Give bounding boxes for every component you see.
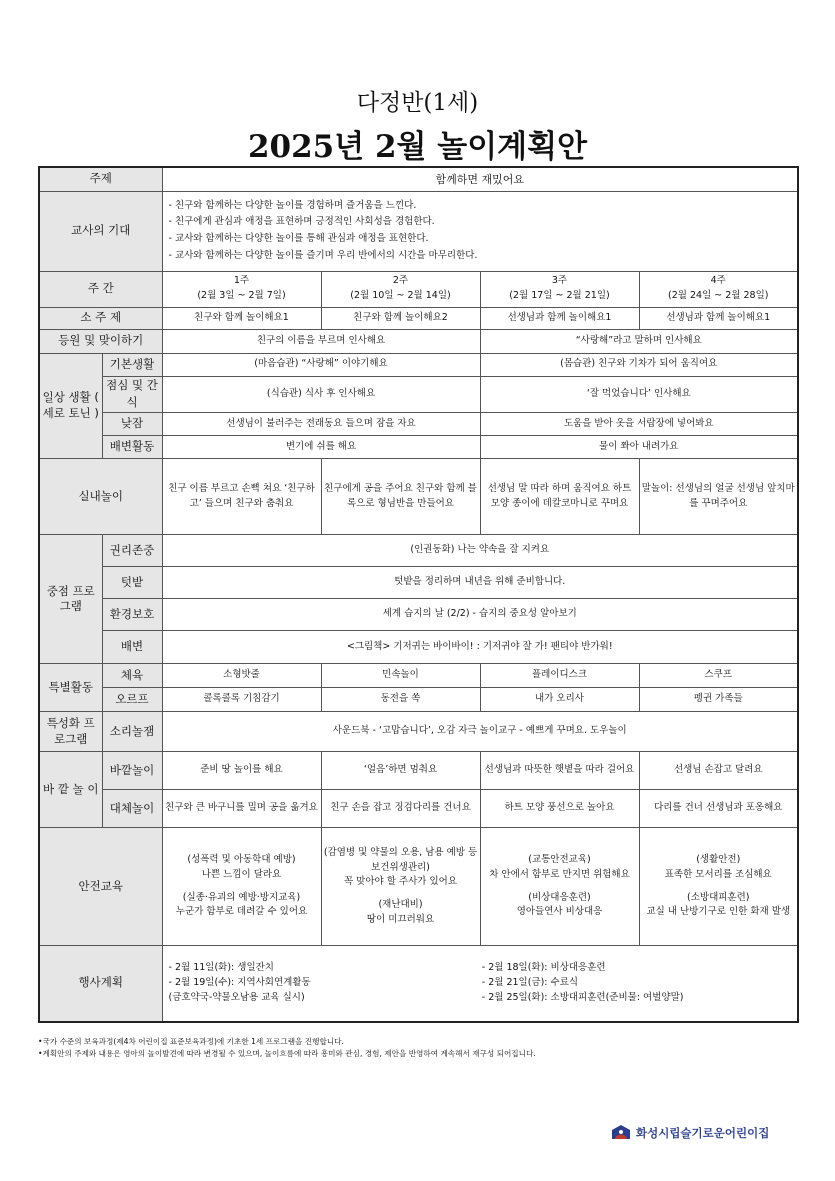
week-range: (2월 24일 ~ 2월 28일) (668, 290, 769, 301)
outdoor-week-2: ‘얼음’하면 멈춰요 (321, 752, 480, 790)
safety-detail: 누군가 함부로 데려갈 수 있어요 (175, 906, 308, 918)
nap-label: 낮잠 (102, 413, 162, 436)
alternative-week-3: 하트 모양 풍선으로 놀아요 (480, 790, 639, 828)
toilet-label: 배변활동 (102, 436, 162, 459)
plan-title: 2025년 2월 놀이계획안 (247, 129, 588, 165)
basic-life-second: (몸습관) 친구와 기차가 되어 움직여요 (480, 353, 798, 376)
daycare-logo (610, 1124, 769, 1142)
week-name: 4주 (710, 275, 726, 287)
safety-education-label: 안전교육 (39, 828, 162, 946)
expectation-item: - 교사와 함께하는 다양한 놀이를 즐기며 우리 반에서의 시간을 마무리한다. (168, 249, 478, 261)
week-name: 2주 (392, 275, 409, 287)
safety-topic: (소방대피훈련) (687, 891, 750, 903)
daily-life-label: 일상 생활 ( 세로 토닌 ) (39, 353, 102, 459)
focus-program-label: 중점 프로그램 (39, 535, 102, 664)
events-label: 행사계획 (39, 946, 162, 1022)
safety-week-1 (162, 828, 321, 946)
week-header-2 (321, 271, 480, 307)
event-item: - 2월 11일(화): 생일잔치 (168, 962, 274, 974)
indoor-week-3: 선생님 말 따라 하며 움직여요 하트 모양 종이에 데칼코마니로 꾸며요 (480, 459, 639, 535)
environment-value: 세계 습지의 날 (2/2) - 습지의 중요성 알아보기 (162, 599, 798, 631)
event-item: - 2월 25일(화): 소방대피훈련(준비물: 여벌양말) (481, 991, 684, 1003)
nap-first: 선생님이 불러주는 전래동요 들으며 잠을 자요 (162, 413, 480, 436)
expectation-item: - 친구에게 관심과 애정을 표현하며 긍정적인 사회성을 경험한다. (168, 216, 435, 228)
meal-second: ‘잘 먹었습니다’ 인사해요 (480, 376, 798, 413)
week-header-4 (639, 271, 798, 307)
week-header-1 (162, 271, 321, 307)
orff-week-2: 동전을 쏙 (321, 688, 480, 712)
event-item: (금호약국-약물오남용 교육 실시) (168, 991, 305, 1003)
events-right-list (482, 961, 795, 1005)
indoor-week-4: 말놀이: 선생님의 얼굴 선생님 앞치마를 꾸며주어요 (639, 459, 798, 535)
sound-play-label: 소리놀잼 (102, 712, 162, 752)
expectations-cell (162, 191, 798, 271)
orff-week-3: 내가 오리사 (480, 688, 639, 712)
pe-week-4: 스쿠프 (639, 664, 798, 688)
subtheme-label: 소 주 제 (39, 307, 162, 329)
alternative-week-4: 다리를 건너 선생님과 포옹해요 (639, 790, 798, 828)
events-left-list (169, 961, 482, 1005)
meal-first: (식습관) 식사 후 인사해요 (162, 376, 480, 413)
pe-week-1: 소형밧줄 (162, 664, 321, 688)
safety-detail: 영아들연사 비상대응 (516, 906, 603, 918)
subtheme-week-3: 선생님과 함께 놀이해요1 (480, 307, 639, 329)
arrival-second-half: “사랑해”라고 말하며 인사해요 (480, 329, 798, 353)
meal-label: 점심 및 간식 (102, 376, 162, 413)
indoor-week-1: 친구 이름 부르고 손뼉 쳐요 ‘친구하고’ 들으며 친구와 춤춰요 (162, 459, 321, 535)
expectation-item: - 친구와 함께하는 다양한 놀이를 경험하며 즐거움을 느낀다. (168, 199, 417, 211)
events-cell (162, 946, 798, 1022)
safety-week-2 (321, 828, 480, 946)
event-item: - 2월 21일(금): 수료식 (481, 977, 579, 989)
safety-detail: 땅이 미끄러워요 (366, 913, 435, 925)
safety-detail: 꼭 맞아야 할 주사가 있어요 (343, 876, 458, 888)
expectations-label: 교사의 기대 (39, 191, 162, 271)
footnote: •국가 수준의 보육과정(제4차 어린이집 표준보육과정)에 기초한 1세 프로그램을 진행합니다. (38, 1037, 344, 1046)
week-range: (2월 3일 ~ 2월 7일) (197, 290, 286, 301)
orff-week-1: 콜록콜록 기침감기 (162, 688, 321, 712)
week-header-3 (480, 271, 639, 307)
safety-topic: (실종·유괴의 예방·방지교육) (182, 891, 301, 903)
safety-week-3 (480, 828, 639, 946)
safety-detail: 나쁜 느낌이 달라요 (201, 868, 282, 880)
orff-week-4: 펭귄 가족들 (639, 688, 798, 712)
arrival-label: 등원 및 맞이하기 (39, 329, 162, 353)
orff-label: 오르프 (102, 688, 162, 712)
toilet-second: 물이 쫘아 내려가요 (480, 436, 798, 459)
garden-label: 텃밭 (102, 567, 162, 599)
special-activity-label: 특별활동 (39, 664, 102, 712)
theme-value: 함께하면 재밌어요 (162, 167, 798, 191)
safety-topic: (생활안전) (696, 854, 741, 866)
events-columns (169, 961, 796, 1005)
basic-life-first: (마음습관) “사랑해” 이야기해요 (162, 353, 480, 376)
event-item: - 2월 19일(수): 지역사회연계활동 (168, 977, 311, 989)
potty-value: <그림책> 기저귀는 바이바이! : 기저귀야 잘 가! 팬티야 반가워! (162, 631, 798, 664)
trait-program-label: 특성화 프로그램 (39, 712, 102, 752)
weeks-label: 주 간 (39, 271, 162, 307)
rights-value: (인권동화) 나는 약속을 잘 지켜요 (162, 535, 798, 567)
play-plan-table (38, 166, 799, 1023)
alternative-week-1: 친구와 큰 바구니를 밀며 공을 옮겨요 (162, 790, 321, 828)
pe-label: 체육 (102, 664, 162, 688)
safety-week-4 (639, 828, 798, 946)
outdoor-week-3: 선생님과 따뜻한 햇볕을 따라 걸어요 (480, 752, 639, 790)
rights-label: 권리존중 (102, 535, 162, 567)
sound-play-value: 사운드북 - ‘고맙습니다’, 오감 자극 놀이교구 - 예쁘게 꾸며요. 도우놀이 (162, 712, 798, 752)
alternative-play-label: 대체놀이 (102, 790, 162, 828)
class-title: 다정반(1세) (356, 90, 479, 116)
safety-topic: (재난대비) (378, 898, 423, 910)
subtheme-week-4: 선생님과 함께 놀이해요1 (639, 307, 798, 329)
safety-detail: 차 안에서 함부로 만지면 위험해요 (489, 868, 630, 880)
week-range: (2월 17일 ~ 2월 21일) (509, 290, 610, 301)
environment-label: 환경보호 (102, 599, 162, 631)
footnote: •계획안의 주제와 내용은 영아의 놀이발견에 따라 변경될 수 있으며, 놀이흐름에 따라 흥미와 관심, 경험, 제안을 반영하여 계속해서 재구성 되어집니다. (38, 1048, 536, 1058)
safety-topic: (성폭력 및 아동학대 예방) (187, 854, 296, 866)
outdoor-week-4: 선생님 손잡고 달려요 (639, 752, 798, 790)
school-emblem-icon (610, 1124, 632, 1142)
week-range: (2월 10일 ~ 2월 14일) (350, 290, 451, 301)
indoor-week-2: 친구에게 공을 주어요 친구와 함께 블록으로 형님반을 만들어요 (321, 459, 480, 535)
expectation-item: - 교사와 함께하는 다양한 놀이를 통해 관심과 애정을 표현한다. (168, 233, 429, 244)
safety-topic: (교통안전교육) (528, 854, 591, 866)
toilet-first: 변기에 쉬를 해요 (162, 436, 480, 459)
theme-label: 주제 (39, 167, 162, 191)
alternative-week-2: 친구 손을 잡고 징검다리를 건너요 (321, 790, 480, 828)
safety-topic: (감염병 및 약물의 오용, 남용 예방 등 보건위생관리) (323, 846, 478, 873)
pe-week-3: 플레이디스크 (480, 664, 639, 688)
event-item: - 2월 18일(화): 비상대응훈련 (481, 962, 606, 974)
safety-detail: 표족한 모서리를 조심해요 (664, 868, 772, 880)
subtheme-week-2: 친구와 함께 놀이해요2 (321, 307, 480, 329)
week-name: 3주 (551, 275, 568, 287)
daycare-name: 화성시립슬기로운어린이집 (636, 1126, 770, 1140)
safety-detail: 교실 내 난방기구로 인한 화재 발생 (646, 906, 791, 918)
potty-label: 배변 (102, 631, 162, 664)
garden-value: 텃밭을 정리하며 내년을 위해 준비합니다. (162, 567, 798, 599)
outdoor-play-group-label: 바 깥 놀 이 (39, 752, 102, 828)
outdoor-play-label: 바깥놀이 (102, 752, 162, 790)
basic-life-label: 기본생활 (102, 353, 162, 376)
arrival-first-half: 친구의 이름을 부르며 인사해요 (162, 329, 480, 353)
nap-second: 도움을 받아 옷을 서랍장에 넣어봐요 (480, 413, 798, 436)
week-name: 1주 (233, 275, 250, 287)
outdoor-week-1: 준비 땅 놀이를 해요 (162, 752, 321, 790)
footnotes (38, 1036, 536, 1060)
pe-week-2: 민속놀이 (321, 664, 480, 688)
indoor-play-label: 실내놀이 (39, 459, 162, 535)
expectations-list (169, 198, 796, 265)
subtheme-week-1: 친구와 함께 놀이해요1 (162, 307, 321, 329)
safety-topic: (비상대응훈련) (528, 891, 591, 903)
